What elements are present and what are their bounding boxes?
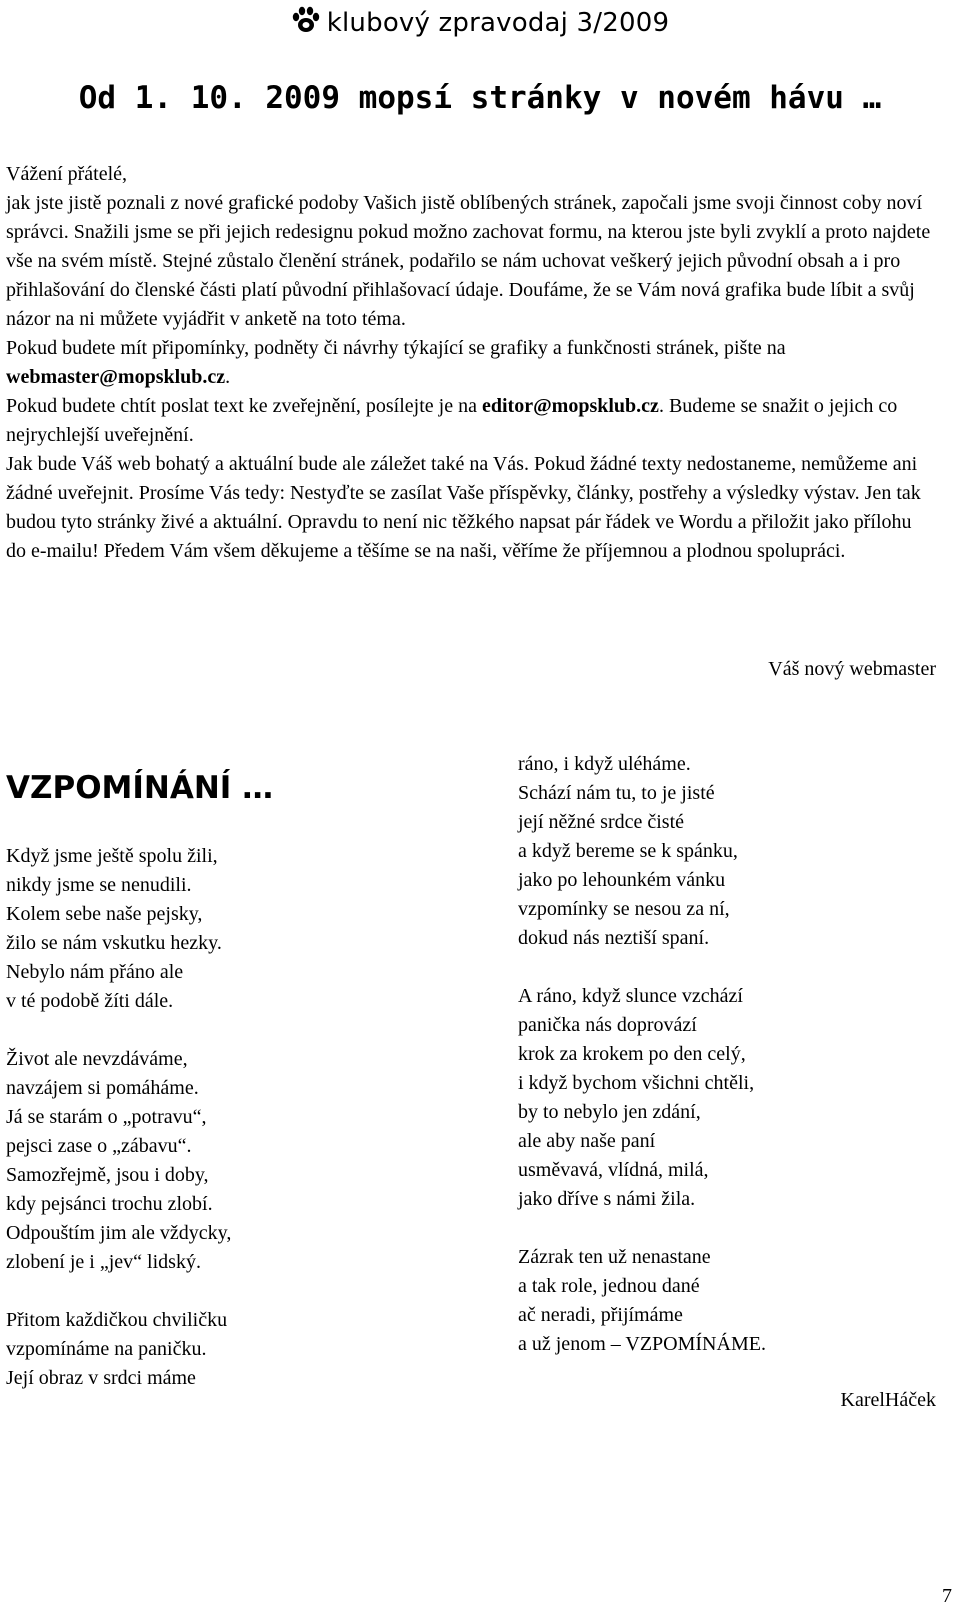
article-title: Od 1. 10. 2009 mopsí stránky v novém hávu … [78,80,882,116]
poem-line: jako po lehounkém vánku [518,869,726,891]
poem-stanza [6,842,456,1016]
paragraph-2: Pokud budete mít připomínky, podněty či návrhy týkající se grafiky a funkčnosti stránek, pište na webmaster@mopsklub.cz. [6,337,786,388]
poem-line: Já se starám o „potravu“, [6,1106,207,1128]
poem-line: a tak role, jednou dané [518,1275,700,1297]
poem-line: by to nebylo jen zdání, [518,1101,701,1123]
poem-line: Schází nám tu, to je jisté [518,782,715,804]
paragraph-3: Pokud budete chtít poslat text ke zveřejnění, posílejte je na editor@mopsklub.cz. Budeme se snažit o jejich co nejrychlejší uveřejnění. [6,395,898,446]
poem-right-column [518,750,938,1388]
poem-author: KarelHáček [840,1389,936,1411]
editor-email-link[interactable]: editor@mopsklub.cz [481,395,659,417]
poem-line: Odpouštím jim ale vždycky, [6,1222,232,1244]
poem-line: Samozřejmě, jsou i doby, [6,1164,209,1186]
poem-line: a už jenom – VZPOMÍNÁME. [518,1333,766,1355]
poem-line: navzájem si pomáháme. [6,1077,199,1099]
poem-line: kdy pejsánci trochu zlobí. [6,1193,213,1215]
poem-line: zlobení je i „jev“ lidský. [6,1251,201,1273]
poem-stanza [518,1243,938,1359]
poem-left-column [6,842,456,1422]
poem-stanza [518,982,938,1214]
poem-line: a když bereme se k spánku, [518,840,738,862]
poem-line: A ráno, když slunce vzchází [518,985,743,1007]
poem-line: panička nás doprovází [518,1014,697,1036]
poem-line: Když jsme ještě spolu žili, [6,845,218,867]
poem-line: pejsci zase o „zábavu“. [6,1135,192,1157]
paragraph-1: jak jste jistě poznali z nové grafické podoby Vašich jistě oblíbených stránek, započali jsme svoji činnost coby noví správci. Snažili jsme se při jejich redesignu pokud možno zachovat formu, na kterou jste byli zvyklí a proto najdete vše na svém místě. Stejné zůstalo členění stránek, podařilo se nám uchovat veškerý jejich původní obsah a i pro přihlašování do členské části platí původní přihlašovací údaje. Doufáme, že se Vám nová grafika bude líbit a svůj názor na ni můžete vyjádřit v anketě na toto téma. [6,192,931,330]
poem-line: Zázrak ten už nenastane [518,1246,711,1268]
poem-stanza [6,1045,456,1277]
greeting: Vážení přátelé, [6,163,128,185]
poem-line: krok za krokem po den celý, [518,1043,746,1065]
poem-line: ráno, i když uléháme. [518,753,691,775]
poem-line: nikdy jsme se nenudili. [6,874,192,896]
poem-line: jako dříve s námi žila. [518,1188,696,1210]
poem-line: ale aby naše paní [518,1130,656,1152]
poem-line: i když bychom všichni chtěli, [518,1072,755,1094]
paw-print-icon [291,6,321,41]
poem-line: vzpomínáme na paničku. [6,1338,207,1360]
poem-line: Její obraz v srdci máme [6,1367,196,1389]
poem-line: v té podobě žíti dále. [6,990,174,1012]
poem-stanza [518,750,938,953]
poem-line: Život ale nevzdáváme, [6,1048,188,1070]
webmaster-email-link[interactable]: webmaster@mopsklub.cz [6,366,226,388]
poem-line: usměvavá, vlídná, milá, [518,1159,709,1181]
poem-line: Přitom každičkou chviličku [6,1309,228,1331]
header-text: klubový zpravodaj 3/2009 [326,8,670,38]
poem-line: žilo se nám vskutku hezky. [6,932,222,954]
poem-line: ač neradi, přijímáme [518,1304,683,1326]
poem-line: vzpomínky se nesou za ní, [518,898,730,920]
page-number: 7 [942,1585,952,1607]
poem-line: její něžné srdce čisté [518,811,685,833]
newsletter-header [0,6,960,41]
paragraph-4: Jak bude Váš web bohatý a aktuální bude ale záležet také na Vás. Pokud žádné texty nedostaneme, nemůžeme ani žádné uveřejnit. Prosíme Vás tedy: Nestyďte se zasílat Vaše příspěvky, články, postřehy a výsledky výstav. Jen tak budou tyto stránky živé a aktuální. Opravdu to není nic těžkého napsat pár řádek ve Wordu a přiložit jako přílohu do e-mailu! Předem Vám všem děkujeme a těšíme se na naši, věříme že příjemnou a plodnou spolupráci. [6,453,921,562]
webmaster-signature: Váš nový webmaster [768,658,936,680]
poem-line: Nebylo nám přáno ale [6,961,184,983]
poem-line: Kolem sebe naše pejsky, [6,903,203,925]
poem-stanza [6,1306,456,1393]
article-body [6,160,936,566]
poem-title: VZPOMÍNÁNÍ … [6,770,274,806]
poem-line: dokud nás neztiší spaní. [518,927,710,949]
